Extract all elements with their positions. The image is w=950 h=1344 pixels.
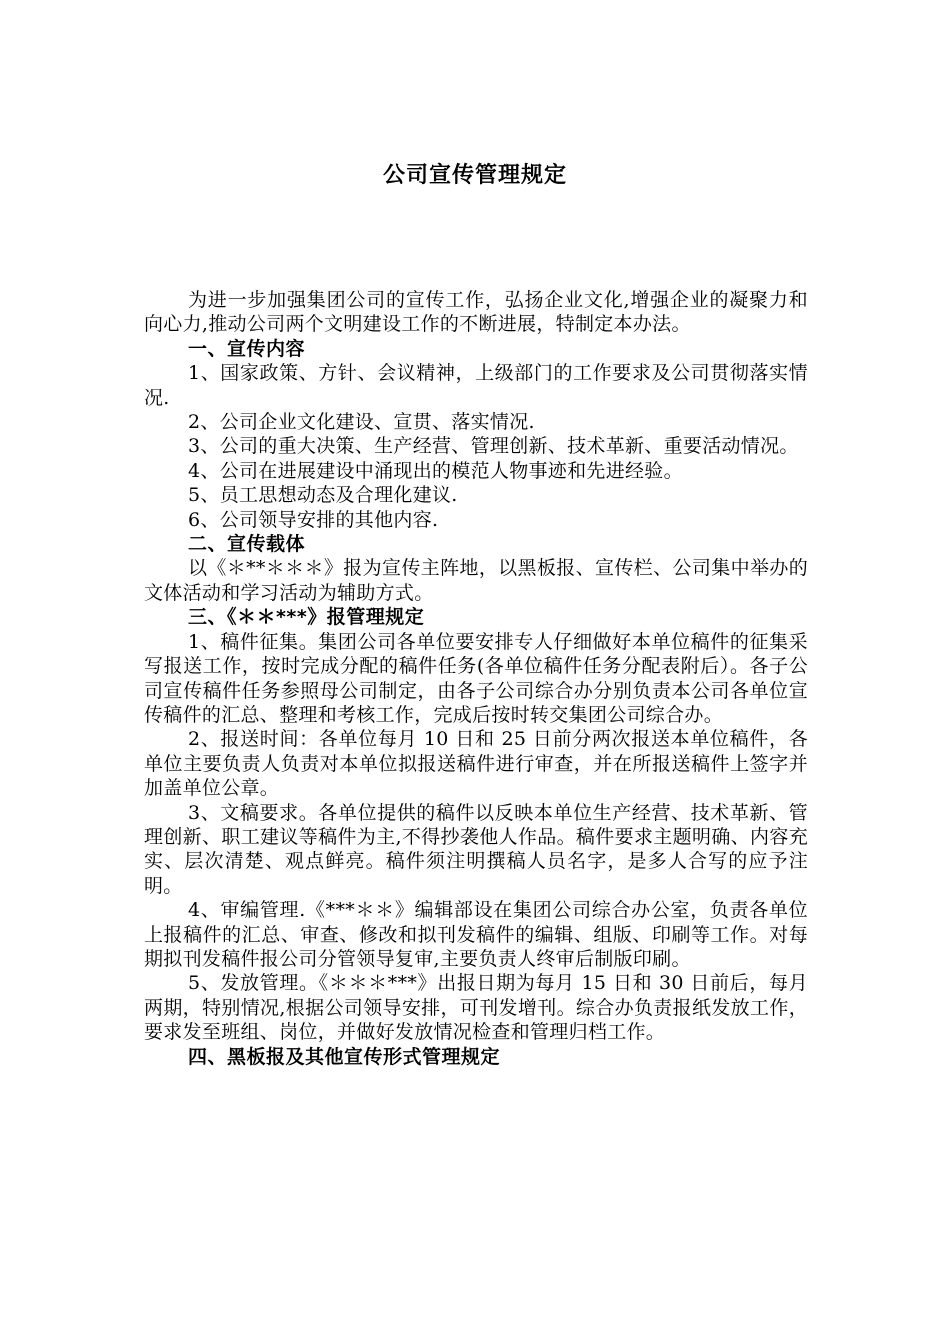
document-title: 公司宣传管理规定 <box>382 163 567 188</box>
carriers-paragraph: 以《＊**＊＊＊》报为宣传主阵地，以黑板报、宣传栏、公司集中举办的文体活动和学习活动为辅助方式。 <box>144 557 808 604</box>
newspaper-rule-2: 2、报送时间：各单位每月 10 日和 25 日前分两次报送本单位稿件，各单位主要负责人负责对本单位拟报送稿件进行审查，并在所报送稿件上签字并加盖单位公章。 <box>144 728 808 800</box>
section-heading-blackboard: 四、黑板报及其他宣传形式管理规定 <box>188 1045 501 1068</box>
newspaper-rule-3: 3、文稿要求。各单位提供的稿件以反映本单位生产经营、技术革新、管理创新、职工建议等稿件为主,不得抄袭他人作品。稿件要求主题明确、内容充实、层次清楚、观点鲜亮。稿件须注明撰稿人员名字，是多人合写的应予注明。 <box>144 801 808 897</box>
content-item-2: 2、公司企业文化建设、宣贯、落实情况. <box>188 411 535 434</box>
intro-paragraph: 为进一步加强集团公司的宣传工作，弘扬企业文化,增强企业的凝聚力和向心力,推动公司两个文明建设工作的不断进展，特制定本办法。 <box>144 289 808 336</box>
content-item-6: 6、公司领导安排的其他内容. <box>188 508 439 531</box>
newspaper-rule-4: 4、审编管理.《***＊＊》编辑部设在集团公司综合办公室，负责各单位上报稿件的汇总、审查、修改和拟刊发稿件的编辑、组版、印刷等工作。对每期拟刊发稿件报公司分管领导复审,主要负责人终审后制版印刷。 <box>144 899 808 970</box>
newspaper-rule-1: 1、稿件征集。集团公司各单位要安排专人仔细做好本单位稿件的征集采写报送工作，按时完成分配的稿件任务(各单位稿件任务分配表附后）。各子公司宣传稿件任务参照母公司制定，由各子公司综合办分别负责本公司各单位宣传稿件的汇总、整理和考核工作，完成后按时转交集团公司综合办。 <box>144 630 808 726</box>
section-heading-content: 一、宣传内容 <box>188 337 306 360</box>
content-item-4: 4、公司在进展建设中涌现出的模范人物事迹和先进经验。 <box>188 459 683 482</box>
document-body <box>144 288 808 1069</box>
newspaper-rule-5: 5、发放管理。《＊＊＊***》出报日期为每月 15 日和 30 日前后，每月两期，特别情况,根据公司领导安排，可刊发增刊。综合办负责报纸发放工作，要求发至班组、岗位，并做好发放情况检查和管理归档工作。 <box>144 972 808 1044</box>
section-heading-carriers: 二、宣传载体 <box>188 533 306 556</box>
content-item-1: 1、国家政策、方针、会议精神，上级部门的工作要求及公司贯彻落实情况. <box>144 362 808 409</box>
section-heading-newspaper: 三、《＊＊***》报管理规定 <box>188 606 425 629</box>
content-item-5: 5、员工思想动态及合理化建议. <box>188 484 458 507</box>
content-item-3: 3、公司的重大决策、生产经营、管理创新、技术革新、重要活动情况。 <box>188 435 799 458</box>
